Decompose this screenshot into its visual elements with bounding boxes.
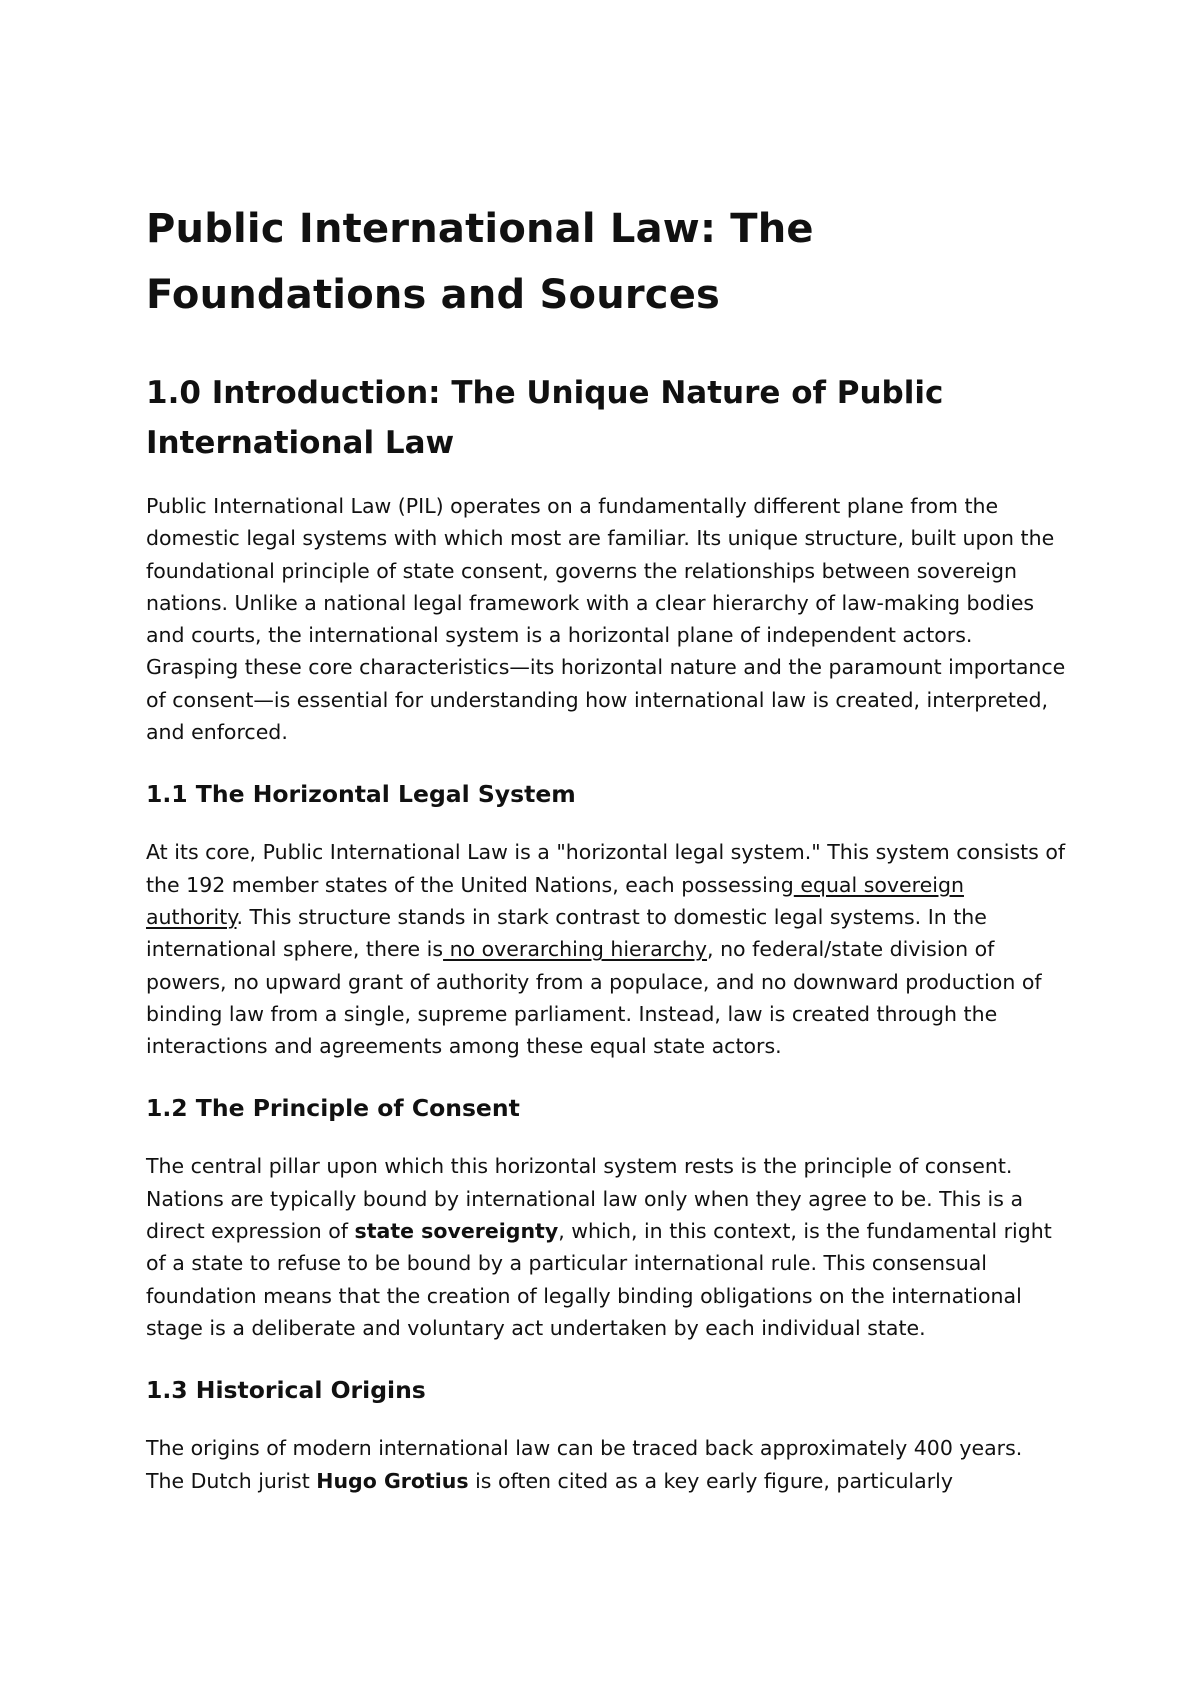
section-1-1-text-a: At its core, Public International Law is a "horizontal legal system." This system consists of the 192 member states of the United Nations, each possessing	[146, 840, 1066, 897]
section-1-3-heading: 1.3 Historical Origins	[146, 1376, 426, 1405]
section-1-2-paragraph	[146, 1150, 1066, 1344]
section-1-2-text-b: , which, in this context, is the fundamental right of a state to refuse to be bound by a particular international rule. This consensual foundation means that the creation of legally binding obligations on the international stage is a deliberate and voluntary act undertaken by each individual state.	[146, 1219, 1052, 1340]
section-1-2-heading: 1.2 The Principle of Consent	[146, 1094, 520, 1123]
state-sovereignty-bold: state sovereignty	[354, 1219, 559, 1244]
intro-paragraph: Public International Law (PIL) operates on a fundamentally different plane from the domestic legal systems with which most are familiar. Its unique structure, built upon the foundational principle of state consent, governs the relationships between sovereign nations. Unlike a national legal framework with a clear hierarchy of law-making bodies and courts, the international system is a horizontal plane of independent actors. Grasping these core characteristics—its horizontal nature and the paramount importance of consent—is essential for understanding how international law is created, interpreted, and enforced.	[146, 494, 1066, 745]
section-1-3-paragraph	[146, 1432, 1066, 1497]
hugo-grotius-bold: Hugo Grotius	[316, 1468, 469, 1493]
section-1-3-text-a: The origins of modern international law can be traced back approximately 400 years. The Dutch jurist	[146, 1436, 1023, 1493]
section-1-1-text-c: , no federal/state division of powers, no upward grant of authority from a populace, and no downward production of binding law from a single, supreme parliament. Instead, law is created through the interactions and agreements among these equal state actors.	[146, 937, 1042, 1059]
no-overarching-hierarchy-underline: no overarching hierarchy	[443, 937, 708, 962]
section-1-1-heading: 1.1 The Horizontal Legal System	[146, 780, 576, 809]
document-title: Public International Law: The Foundations and Sources	[146, 206, 814, 318]
document-page	[146, 196, 1066, 1497]
section-1-1-paragraph	[146, 836, 1066, 1062]
section-1-3-text-b: is often cited as a key early figure, particularly	[468, 1468, 953, 1493]
equal-sovereign-authority-underline: equal sovereign authority	[146, 872, 964, 929]
intro-heading: 1.0 Introduction: The Unique Nature of Public International Law	[146, 375, 944, 461]
section-1-1-text-b: . This structure stands in stark contrast to domestic legal systems. In the international sphere, there is	[146, 904, 987, 962]
section-1-2-text-a: The central pillar upon which this horizontal system rests is the principle of consent. Nations are typically bound by international law only when they agree to be. This is a direct expression of	[146, 1154, 1024, 1244]
